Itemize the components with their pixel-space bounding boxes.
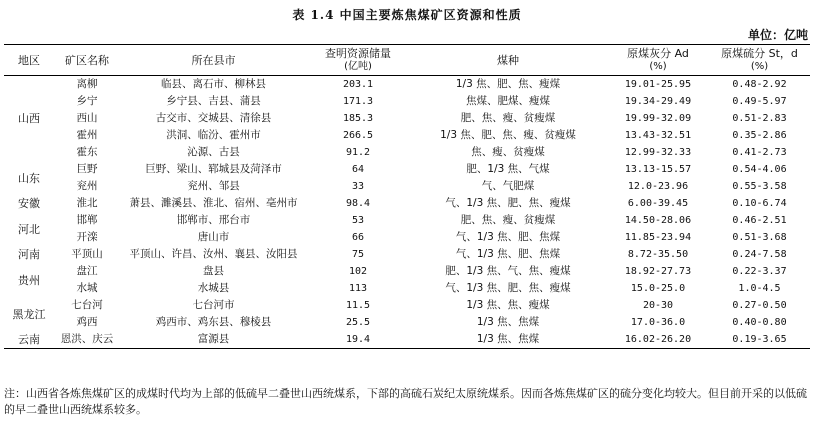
cell-sulfur: 0.19-3.65 [709, 331, 810, 349]
cell-ash: 12.0-23.96 [627, 180, 689, 192]
cell-ash: 13.43-32.51 [624, 129, 692, 141]
cell-sulfur: 0.22-3.37 [732, 265, 787, 277]
cell-mine: 西山 [76, 112, 98, 125]
cell-ash: 18.92-27.73 [624, 265, 692, 277]
cell-city: 巨野、梁山、郓城县及菏泽市 [145, 163, 282, 176]
cell-mine: 巨野 [76, 163, 98, 176]
cell-reserves: 91.2 [345, 146, 371, 158]
cell-ash: 16.02-26.20 [607, 331, 709, 349]
cell-sulfur: 0.24-7.58 [732, 248, 787, 260]
cell-region: 黑龙江 [12, 307, 46, 321]
cell-reserves: 185.3 [342, 112, 374, 124]
cell-reserves: 113 [348, 282, 368, 294]
table-row [4, 127, 810, 144]
cell-mine: 水城 [76, 282, 98, 295]
cell-city: 邯郸市、邢台市 [176, 214, 251, 227]
cell-coal-type: 气、气肥煤 [481, 180, 535, 193]
table-row [4, 178, 810, 195]
cell-region: 河北 [18, 222, 40, 236]
cell-sulfur: 0.35-2.86 [732, 129, 787, 141]
table-row [4, 144, 810, 161]
cell-mine: 邯郸 [76, 214, 98, 227]
cell-mine: 鸡西 [76, 316, 98, 329]
cell-mine: 离柳 [76, 78, 98, 91]
cell-mine: 七台河 [71, 299, 103, 312]
cell-ash: 6.00-39.45 [627, 197, 689, 209]
cell-sulfur: 0.40-0.80 [732, 316, 787, 328]
cell-coal-type: 气、1/3 焦、肥、焦、瘦煤 [445, 282, 571, 295]
cell-sulfur: 0.55-3.58 [732, 180, 787, 192]
header-sulfur: 原煤硫分 St，d (%) [709, 45, 810, 76]
cell-sulfur: 0.54-4.06 [732, 163, 787, 175]
cell-reserves: 266.5 [342, 129, 374, 141]
cell-sulfur: 0.48-2.92 [732, 78, 787, 90]
cell-region: 河南 [18, 248, 40, 261]
cell-sulfur: 0.10-6.74 [732, 197, 787, 209]
header-ash: 原煤灰分 Ad (%) [607, 45, 709, 76]
cell-coal-type: 焦煤、肥煤、瘦煤 [466, 95, 550, 108]
header-reserves: 查明资源储量 (亿吨) [307, 45, 409, 76]
cell-city: 富源县 [120, 331, 307, 349]
cell-sulfur: 0.51-2.83 [732, 112, 787, 124]
cell-reserves: 98.4 [345, 197, 371, 209]
cell-ash: 14.50-28.06 [624, 214, 692, 226]
cell-mine: 淮北 [76, 197, 98, 210]
cell-coal-type: 气、1/3 焦、肥、焦煤 [455, 248, 561, 261]
cell-coal-type: 1/3 焦、焦煤 [476, 316, 540, 329]
cell-region: 贵州 [18, 273, 40, 287]
cell-city: 临县、离石市、柳林县 [161, 78, 266, 91]
cell-reserves: 33 [351, 180, 365, 192]
cell-coal-type: 肥、焦、瘦、贫瘦煤 [460, 214, 556, 227]
cell-reserves: 66 [351, 231, 365, 243]
cell-city: 盘县 [203, 265, 224, 278]
table-row [4, 263, 810, 280]
cell-ash: 19.34-29.49 [624, 95, 692, 107]
cell-coal-type: 气、1/3 焦、肥、焦煤 [455, 231, 561, 244]
coal-table [4, 44, 810, 349]
cell-city: 鸡西市、鸡东县、穆棱县 [155, 316, 272, 329]
cell-ash: 12.99-32.33 [624, 146, 692, 158]
cell-city: 古交市、交城县、清徐县 [155, 112, 272, 125]
cell-mine: 平顶山 [71, 248, 103, 261]
cell-coal-type: 肥、焦、瘦、贫瘦煤 [460, 112, 556, 125]
table-row [4, 161, 810, 178]
cell-region: 安徽 [18, 197, 40, 210]
cell-sulfur: 0.51-3.68 [732, 231, 787, 243]
table-row [4, 76, 810, 94]
cell-ash: 19.99-32.09 [624, 112, 692, 124]
table-row [4, 212, 810, 229]
cell-mine: 霍东 [76, 146, 98, 159]
cell-coal-type: 1/3 焦、肥、焦、瘦、贫瘦煤 [440, 129, 576, 142]
cell-ash: 19.01-25.95 [624, 78, 692, 90]
cell-sulfur: 0.27-0.50 [732, 299, 787, 311]
cell-ash: 13.13-15.57 [624, 163, 692, 175]
cell-sulfur: 0.46-2.51 [732, 214, 787, 226]
cell-ash: 20-30 [642, 299, 674, 311]
cell-city: 平顶山、许昌、汝州、襄县、汝阳县 [129, 248, 298, 261]
table-header-row [4, 45, 810, 76]
cell-region: 山西 [18, 112, 40, 125]
cell-city: 水城县 [197, 282, 230, 295]
table-title: 表 1.4 中国主要炼焦煤矿区资源和性质 [292, 8, 522, 22]
header-coal-type: 煤种 [409, 45, 607, 76]
cell-mine: 盘江 [76, 265, 98, 278]
cell-city: 沁源、古县 [187, 146, 240, 159]
cell-city: 洪洞、临汾、霍州市 [166, 129, 261, 142]
cell-reserves: 25.5 [345, 316, 371, 328]
footnote: 注：山西省各炼焦煤矿区的成煤时代均为上部的低硫早二叠世山西统煤系，下部的高硫石炭纪太原统煤系。因而各炼焦煤矿区的硫分变化均较大。但目前开采的以低硫的早二叠世山西统煤系较多。 [4, 387, 807, 416]
cell-sulfur: 0.49-5.97 [732, 95, 787, 107]
table-row [4, 314, 810, 331]
cell-coal-type: 1/3 焦、肥、焦、瘦煤 [455, 78, 561, 91]
header-region: 地区 [4, 45, 54, 76]
cell-city: 唐山市 [197, 231, 230, 244]
table-row [4, 297, 810, 314]
cell-coal-type: 肥、1/3 焦、气煤 [466, 163, 550, 176]
table-row [4, 229, 810, 246]
cell-ash: 15.0-25.0 [630, 282, 686, 294]
cell-reserves: 102 [348, 265, 368, 277]
cell-mine: 恩洪、庆云 [54, 331, 120, 349]
table-row [4, 246, 810, 263]
cell-sulfur: 0.41-2.73 [732, 146, 787, 158]
table-body [4, 76, 810, 349]
cell-reserves: 75 [351, 248, 365, 260]
cell-coal-type: 1/3 焦、焦煤 [409, 331, 607, 349]
header-mine: 矿区名称 [54, 45, 120, 76]
cell-city: 萧县、濉溪县、淮北、宿州、亳州市 [129, 197, 298, 210]
cell-mine: 霍州 [76, 129, 98, 142]
cell-sulfur: 1.0-4.5 [738, 282, 781, 294]
header-city: 所在县市 [120, 45, 307, 76]
cell-reserves: 53 [351, 214, 365, 226]
cell-city: 兖州、邹县 [187, 180, 240, 193]
cell-ash: 11.85-23.94 [624, 231, 692, 243]
cell-mine: 兖州 [76, 180, 98, 193]
cell-coal-type: 肥、1/3 焦、气、焦、瘦煤 [445, 265, 571, 278]
cell-coal-type: 1/3 焦、焦、瘦煤 [466, 299, 550, 312]
table-row [4, 93, 810, 110]
cell-reserves: 171.3 [342, 95, 374, 107]
cell-reserves: 11.5 [345, 299, 371, 311]
cell-coal-type: 焦、瘦、贫瘦煤 [471, 146, 545, 159]
cell-region: 山东 [18, 171, 40, 185]
cell-ash: 8.72-35.50 [627, 248, 689, 260]
table-row [4, 110, 810, 127]
cell-city: 乡宁县、吉县、蒲县 [166, 95, 261, 108]
cell-reserves: 64 [351, 163, 365, 175]
cell-mine: 乡宁 [76, 95, 98, 108]
table-row [4, 280, 810, 297]
cell-region: 云南 [4, 331, 54, 349]
table-row [4, 195, 810, 212]
unit-label: 单位：亿吨 [747, 28, 808, 42]
cell-reserves: 203.1 [342, 78, 374, 90]
table-row [4, 331, 810, 349]
cell-reserves: 19.4 [307, 331, 409, 349]
cell-coal-type: 气、1/3 焦、肥、焦、瘦煤 [445, 197, 571, 210]
cell-city: 七台河市 [192, 299, 235, 312]
cell-mine: 开滦 [76, 231, 98, 244]
cell-ash: 17.0-36.0 [630, 316, 686, 328]
